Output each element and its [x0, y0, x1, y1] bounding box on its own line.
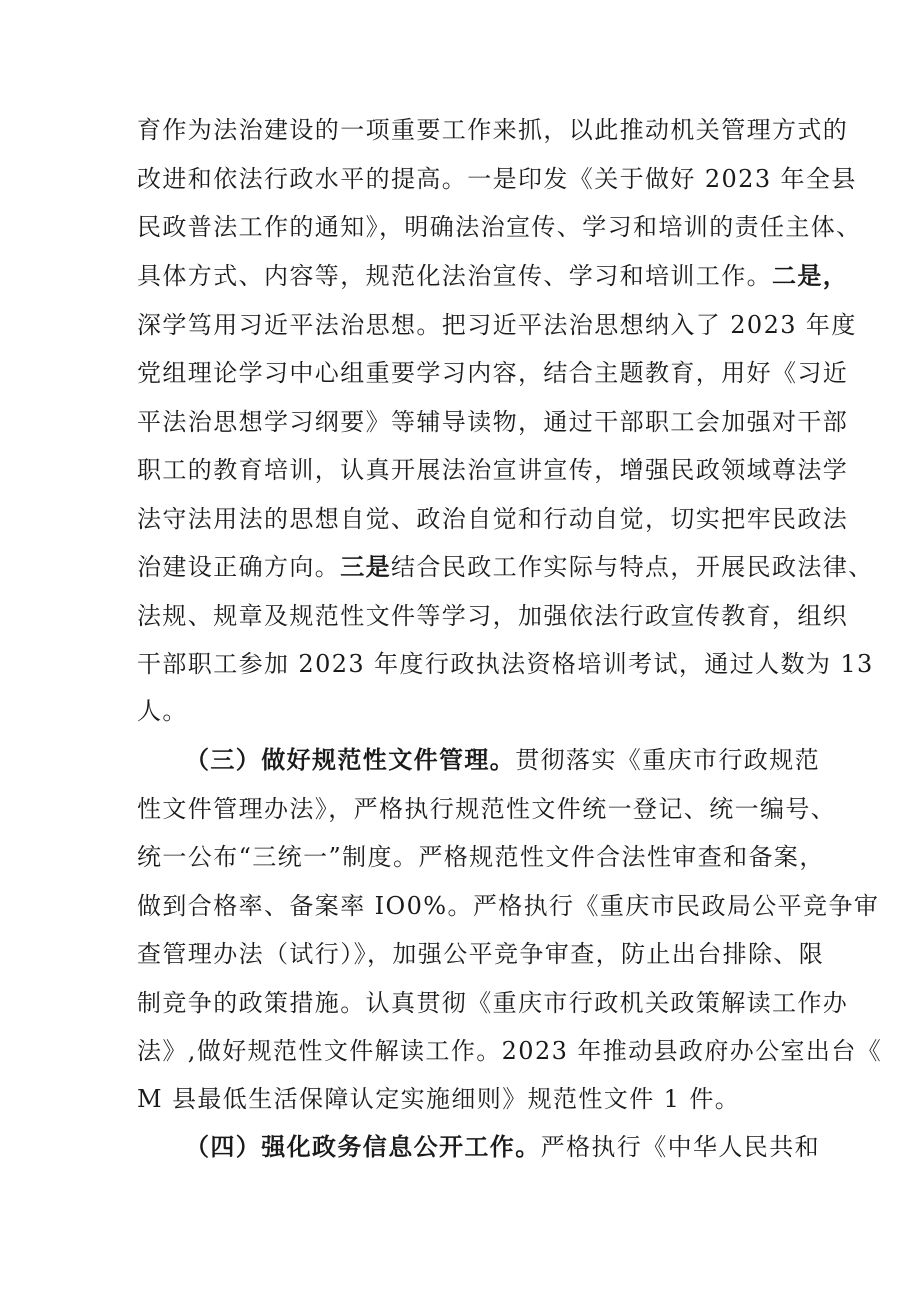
- text-segment: 党组理论学习中心组重要学习内容，结合主题教育，用好《习近: [137, 359, 849, 387]
- text-segment: 平法治思想学习纲要》等辅导读物，通过干部职工会加强对干部: [137, 408, 849, 436]
- text-line: [137, 645, 874, 683]
- bold-marker-er-shi: 二是，: [772, 261, 849, 290]
- text-line: [137, 838, 825, 876]
- text-segment: 法》,做好规范性文件解读工作。2023 年推动县政府办公室出台《: [137, 1037, 883, 1065]
- text-segment: 贯彻落实《重庆市行政规范: [515, 746, 821, 774]
- text-line: [137, 1032, 883, 1070]
- text-segment: 法规、规章及规范性文件等学习，加强依法行政宣传教育，组织: [137, 602, 849, 630]
- text-line: [137, 257, 849, 295]
- text-segment: 结合民政工作实际与特点，开展民政法律、: [391, 553, 874, 581]
- text-line: [137, 111, 849, 149]
- section-heading-line: [185, 1128, 821, 1166]
- text-segment: 法守法用法的思想自觉、政治自觉和行动自觉，切实把牢民政法: [137, 505, 849, 533]
- text-segment: 深学笃用习近平法治思想。把习近平法治思想纳入了 2023 年度: [137, 311, 857, 339]
- text-line: [137, 790, 837, 828]
- text-segment: 统一公布“三统一”制度。严格规范性文件合法性审查和备案，: [137, 843, 825, 871]
- text-line: [137, 1080, 797, 1118]
- text-segment: M 县最低生活保障认定实施细则》规范性文件 1 件。: [137, 1085, 741, 1113]
- text-segment: 具体方式、内容等，规范化法治宣传、学习和培训工作。: [137, 262, 772, 290]
- text-line: [137, 984, 849, 1022]
- text-segment: 改进和依法行政水平的提高。一是印发《关于做好 2023 年全县: [137, 165, 857, 193]
- text-segment: 制竞争的政策措施。认真贯彻《重庆市行政机关政策解读工作办: [137, 989, 849, 1017]
- text-segment: 性文件管理办法》，严格执行规范性文件统一登记、统一编号、: [137, 795, 837, 823]
- text-line: [137, 403, 849, 441]
- section-heading-4: （四）强化政务信息公开工作。: [185, 1132, 541, 1161]
- text-line: [137, 306, 857, 344]
- text-segment: 育作为法治建设的一项重要工作来抓，以此推动机关管理方式的: [137, 116, 849, 144]
- text-line: [137, 887, 880, 925]
- text-line: [137, 597, 849, 635]
- text-segment: 干部职工参加 2023 年度行政执法资格培训考试，通过人数为 13: [137, 650, 874, 678]
- text-segment: 治建设正确方向。: [137, 553, 341, 581]
- text-line: [137, 451, 849, 489]
- text-line: [137, 354, 849, 392]
- text-segment: 查管理办法（试行）》，加强公平竞争审查，防止出台排除、限: [137, 940, 825, 968]
- text-segment: 严格执行《中华人民共和: [540, 1133, 821, 1161]
- text-line: [137, 548, 874, 586]
- text-segment: 职工的教育培训，认真开展法治宣讲宣传，增强民政领域尊法学: [137, 456, 849, 484]
- text-segment: 人。: [137, 697, 188, 725]
- section-heading-line: [185, 741, 821, 779]
- text-segment: 民政普法工作的通知》，明确法治宣传、学习和培训的责任主体、: [137, 213, 862, 241]
- text-line: [137, 208, 862, 246]
- section-heading-3: （三）做好规范性文件管理。: [185, 745, 516, 774]
- text-line: [137, 935, 825, 973]
- text-segment: 做到合格率、备案率 IO0%。严格执行《重庆市民政局公平竞争审: [137, 892, 880, 920]
- bold-marker-san-shi: 三是: [340, 552, 392, 581]
- text-line: [137, 500, 849, 538]
- text-line: [137, 692, 797, 730]
- text-line: [137, 160, 857, 198]
